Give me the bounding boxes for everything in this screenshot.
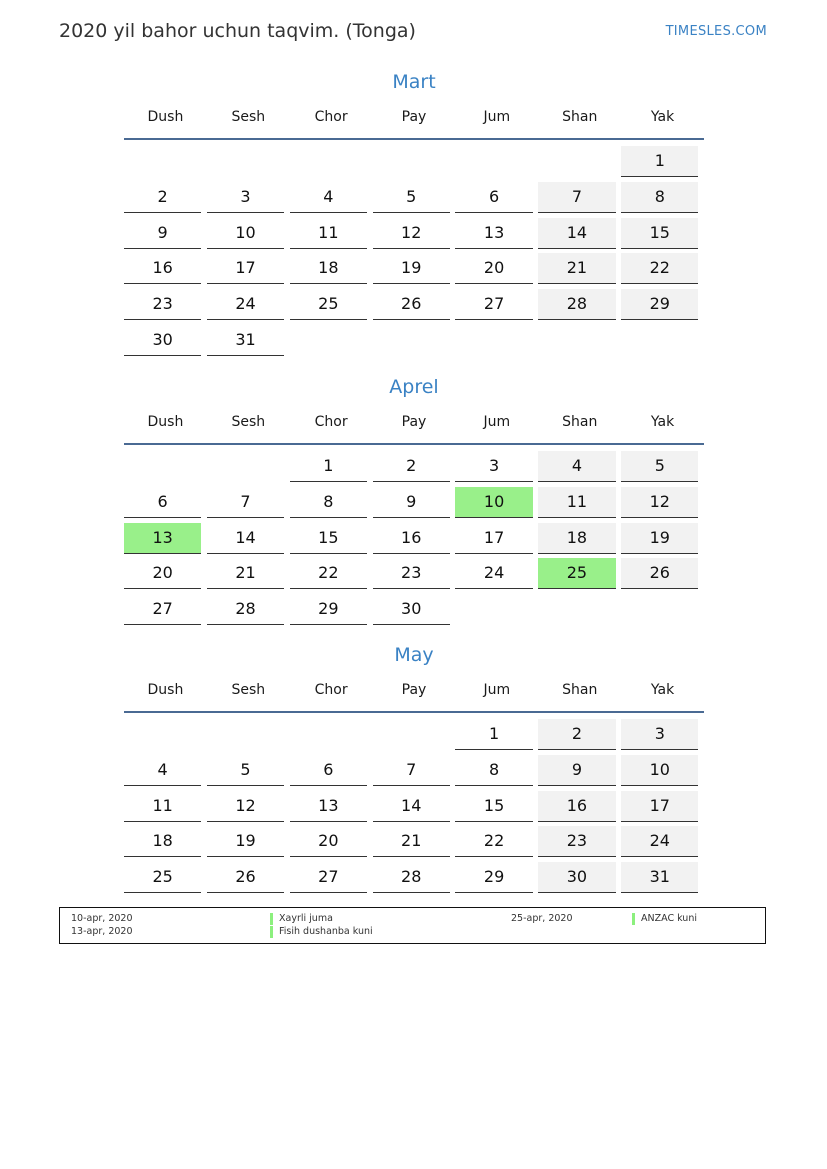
day-cell[interactable]: 24 [207, 289, 284, 320]
week-row [124, 824, 704, 860]
week-row [124, 860, 704, 896]
day-cell[interactable]: 16 [538, 791, 615, 822]
day-cell[interactable]: 23 [124, 289, 201, 320]
day-cell[interactable]: 1 [290, 451, 367, 482]
weekday-header [124, 98, 704, 140]
day-cell[interactable]: 2 [124, 182, 201, 213]
day-cell[interactable]: 30 [124, 325, 201, 356]
weekday-label: Shan [562, 414, 598, 430]
day-cell[interactable]: 8 [621, 182, 698, 213]
day-grid [124, 144, 704, 359]
weekday-label: Shan [562, 682, 598, 698]
empty-day-cell [455, 594, 532, 625]
empty-day-cell [373, 146, 450, 177]
day-cell[interactable]: 3 [207, 182, 284, 213]
week-row [124, 216, 704, 252]
day-cell[interactable]: 21 [373, 826, 450, 857]
empty-day-cell [455, 146, 532, 177]
day-cell[interactable]: 11 [290, 218, 367, 249]
day-cell[interactable]: 5 [373, 182, 450, 213]
day-cell[interactable]: 26 [621, 558, 698, 589]
week-row [124, 753, 704, 789]
day-cell[interactable]: 11 [124, 791, 201, 822]
day-cell[interactable]: 17 [621, 791, 698, 822]
weekday-label: Dush [147, 109, 184, 125]
day-cell[interactable]: 25 [538, 558, 615, 589]
day-cell[interactable]: 22 [621, 253, 698, 284]
day-cell[interactable]: 10 [207, 218, 284, 249]
weekday-label: Dush [147, 682, 184, 698]
weekday-label: Chor [314, 414, 348, 430]
day-cell[interactable]: 5 [621, 451, 698, 482]
weekday-label: Sesh [231, 109, 266, 125]
day-cell[interactable]: 26 [373, 289, 450, 320]
day-cell[interactable]: 14 [207, 523, 284, 554]
weekday-label: Sesh [231, 414, 266, 430]
day-cell[interactable]: 6 [290, 755, 367, 786]
day-cell[interactable]: 12 [207, 791, 284, 822]
day-cell[interactable]: 30 [373, 594, 450, 625]
week-row [124, 287, 704, 323]
day-cell[interactable]: 27 [124, 594, 201, 625]
empty-day-cell [455, 325, 532, 356]
weekday-label: Yak [650, 682, 675, 698]
month-1 [124, 372, 704, 628]
weekday-label: Pay [401, 414, 427, 430]
day-cell[interactable]: 27 [455, 289, 532, 320]
weekday-label: Yak [650, 414, 675, 430]
day-cell[interactable]: 20 [290, 826, 367, 857]
day-cell[interactable]: 11 [538, 487, 615, 518]
empty-day-cell [290, 146, 367, 177]
empty-day-cell [538, 146, 615, 177]
day-cell[interactable]: 9 [373, 487, 450, 518]
month-title: Aprel [389, 376, 439, 398]
weekday-header [124, 671, 704, 713]
day-cell[interactable]: 3 [455, 451, 532, 482]
empty-day-cell [124, 451, 201, 482]
weekday-label: Jum [483, 414, 511, 430]
weekday-label: Shan [562, 109, 598, 125]
legend-holiday-name: ANZAC kuni [632, 913, 697, 925]
legend-holiday-name: Xayrli juma [270, 913, 333, 925]
day-cell[interactable]: 23 [373, 558, 450, 589]
day-cell[interactable]: 18 [290, 253, 367, 284]
empty-day-cell [621, 325, 698, 356]
weekday-label: Jum [483, 682, 511, 698]
day-cell[interactable]: 4 [538, 451, 615, 482]
week-row [124, 323, 704, 359]
day-cell[interactable]: 12 [621, 487, 698, 518]
week-row [124, 521, 704, 557]
empty-day-cell [124, 146, 201, 177]
weekday-label: Pay [401, 682, 427, 698]
day-cell[interactable]: 16 [373, 523, 450, 554]
week-row [124, 144, 704, 180]
empty-day-cell [207, 719, 284, 750]
day-cell[interactable]: 30 [538, 862, 615, 893]
week-row [124, 449, 704, 485]
day-cell[interactable]: 13 [290, 791, 367, 822]
day-cell[interactable]: 21 [538, 253, 615, 284]
day-grid [124, 717, 704, 896]
day-cell[interactable]: 12 [373, 218, 450, 249]
empty-day-cell [207, 451, 284, 482]
day-cell[interactable]: 22 [290, 558, 367, 589]
day-cell[interactable]: 25 [124, 862, 201, 893]
month-2 [124, 640, 704, 896]
week-row [124, 556, 704, 592]
week-row [124, 592, 704, 628]
day-cell[interactable]: 26 [207, 862, 284, 893]
day-cell[interactable]: 15 [455, 791, 532, 822]
month-title: May [394, 644, 434, 666]
empty-day-cell [207, 146, 284, 177]
day-cell[interactable]: 22 [455, 826, 532, 857]
day-cell[interactable]: 8 [455, 755, 532, 786]
page-title: 2020 yil bahor uchun taqvim. (Tonga) [59, 20, 416, 42]
day-cell[interactable]: 24 [455, 558, 532, 589]
day-cell[interactable]: 6 [455, 182, 532, 213]
day-cell[interactable]: 17 [207, 253, 284, 284]
empty-day-cell [373, 325, 450, 356]
week-row [124, 180, 704, 216]
weekday-label: Sesh [231, 682, 266, 698]
day-cell[interactable]: 8 [290, 487, 367, 518]
day-cell[interactable]: 2 [373, 451, 450, 482]
day-cell[interactable]: 15 [290, 523, 367, 554]
day-grid [124, 449, 704, 628]
day-cell[interactable]: 23 [538, 826, 615, 857]
day-cell[interactable]: 7 [373, 755, 450, 786]
month-title: Mart [392, 71, 436, 93]
weekday-label: Chor [314, 682, 348, 698]
day-cell[interactable]: 20 [455, 253, 532, 284]
holiday-legend [59, 907, 766, 944]
empty-day-cell [538, 594, 615, 625]
day-cell[interactable]: 5 [207, 755, 284, 786]
legend-date: 10-apr, 2020 [71, 913, 133, 924]
weekday-header [124, 403, 704, 445]
day-cell[interactable]: 28 [538, 289, 615, 320]
day-cell[interactable]: 7 [538, 182, 615, 213]
day-cell[interactable]: 29 [290, 594, 367, 625]
day-cell[interactable]: 16 [124, 253, 201, 284]
day-cell[interactable]: 24 [621, 826, 698, 857]
day-cell[interactable]: 21 [207, 558, 284, 589]
legend-date: 25-apr, 2020 [511, 913, 573, 924]
week-row [124, 485, 704, 521]
empty-day-cell [538, 325, 615, 356]
day-cell[interactable]: 18 [538, 523, 615, 554]
month-0 [124, 67, 704, 359]
site-link[interactable]: TIMESLES.COM [665, 24, 767, 39]
day-cell[interactable]: 9 [124, 218, 201, 249]
empty-day-cell [621, 594, 698, 625]
legend-holiday-name: Fisih dushanba kuni [270, 926, 373, 938]
day-cell[interactable]: 19 [207, 826, 284, 857]
empty-day-cell [290, 325, 367, 356]
day-cell[interactable]: 4 [290, 182, 367, 213]
day-cell[interactable]: 19 [621, 523, 698, 554]
day-cell[interactable]: 10 [621, 755, 698, 786]
day-cell[interactable]: 15 [621, 218, 698, 249]
empty-day-cell [290, 719, 367, 750]
day-cell[interactable]: 29 [455, 862, 532, 893]
empty-day-cell [373, 719, 450, 750]
weekday-label: Chor [314, 109, 348, 125]
weekday-label: Dush [147, 414, 184, 430]
weekday-label: Jum [483, 109, 511, 125]
day-cell[interactable]: 28 [373, 862, 450, 893]
day-cell[interactable]: 28 [207, 594, 284, 625]
day-cell[interactable]: 14 [373, 791, 450, 822]
weekday-label: Yak [650, 109, 675, 125]
day-cell[interactable]: 1 [455, 719, 532, 750]
day-cell[interactable]: 4 [124, 755, 201, 786]
day-cell[interactable]: 10 [455, 487, 532, 518]
day-cell[interactable]: 31 [207, 325, 284, 356]
day-cell[interactable]: 6 [124, 487, 201, 518]
day-cell[interactable]: 14 [538, 218, 615, 249]
week-row [124, 789, 704, 825]
day-cell[interactable]: 29 [621, 289, 698, 320]
day-cell[interactable]: 2 [538, 719, 615, 750]
day-cell[interactable]: 19 [373, 253, 450, 284]
day-cell[interactable]: 17 [455, 523, 532, 554]
day-cell[interactable]: 1 [621, 146, 698, 177]
day-cell[interactable]: 7 [207, 487, 284, 518]
day-cell[interactable]: 13 [455, 218, 532, 249]
week-row [124, 251, 704, 287]
day-cell[interactable]: 18 [124, 826, 201, 857]
day-cell[interactable]: 20 [124, 558, 201, 589]
day-cell[interactable]: 25 [290, 289, 367, 320]
day-cell[interactable]: 3 [621, 719, 698, 750]
weekday-label: Pay [401, 109, 427, 125]
day-cell[interactable]: 31 [621, 862, 698, 893]
legend-date: 13-apr, 2020 [71, 926, 133, 937]
day-cell[interactable]: 13 [124, 523, 201, 554]
day-cell[interactable]: 9 [538, 755, 615, 786]
day-cell[interactable]: 27 [290, 862, 367, 893]
week-row [124, 717, 704, 753]
empty-day-cell [124, 719, 201, 750]
